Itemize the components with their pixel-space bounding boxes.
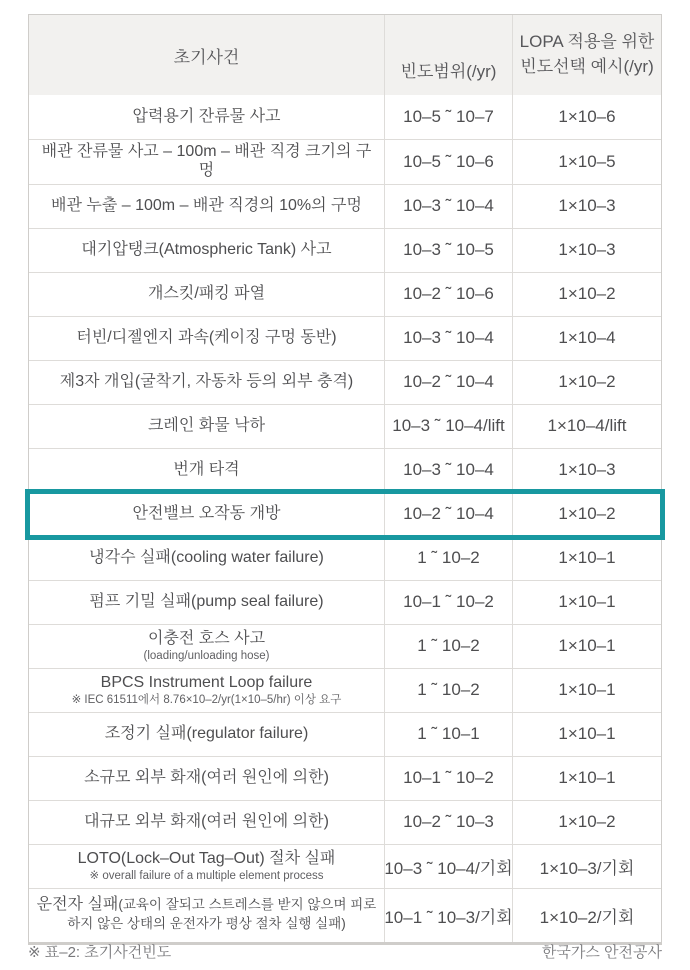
table-row: [29, 580, 661, 624]
event-label: 펌프 기밀 실패(pump seal failure): [89, 592, 324, 610]
frequency-range-cell: [385, 361, 513, 404]
lopa-example-value: 1×10–1: [558, 768, 616, 788]
lopa-example-cell: [513, 361, 661, 404]
table-row: [29, 95, 661, 139]
lopa-example-value: 1×10–3: [558, 460, 616, 480]
lopa-example-value: 1×10–4/lift: [547, 416, 627, 436]
table-body: [29, 95, 661, 942]
lopa-example-cell: [513, 537, 661, 580]
frequency-range-cell: [385, 713, 513, 756]
event-label: 배관 누출 – 100m – 배관 직경의 10%의 구멍: [51, 196, 362, 214]
lopa-example-value: 1×10–1: [558, 724, 616, 744]
lopa-example-value: 1×10–2: [558, 812, 616, 832]
column-header-frequency-range: [385, 15, 513, 95]
frequency-range-value: 1 ˜ 10–2: [417, 636, 480, 656]
column-header-lopa-example-line2: 빈도선택 예시(/yr): [520, 57, 654, 76]
frequency-range-value: 1 ˜ 10–2: [417, 680, 480, 700]
event-cell: [29, 581, 385, 624]
event-label: 크레인 화물 낙하: [147, 416, 266, 434]
event-cell: [29, 95, 385, 139]
event-cell: [29, 317, 385, 360]
frequency-range-value: 10–3 ˜ 10–4: [403, 196, 494, 216]
table-row: [29, 360, 661, 404]
event-subnote: ※ overall failure of a multiple element process: [89, 869, 324, 882]
frequency-range-value: 10–3 ˜ 10–4: [403, 328, 494, 348]
event-label: 배관 잔류물 사고 – 100m – 배관 직경 크기의 구멍: [41, 143, 372, 179]
frequency-range-value: 10–2 ˜ 10–3: [403, 812, 494, 832]
frequency-range-cell: [385, 140, 513, 184]
frequency-range-value: 10–2 ˜ 10–6: [403, 284, 494, 304]
frequency-range-cell: [385, 405, 513, 448]
initiating-event-frequency-table: [28, 14, 662, 945]
event-subnote: ※ IEC 61511에서 8.76×10–2/yr(1×10–5/hr) 이상 요구: [71, 693, 342, 706]
frequency-range-cell: [385, 581, 513, 624]
frequency-range-cell: [385, 537, 513, 580]
lopa-example-cell: [513, 95, 661, 139]
frequency-range-cell: [385, 95, 513, 139]
frequency-range-value: 10–3 ˜ 10–4: [403, 460, 494, 480]
lopa-example-value: 1×10–1: [558, 680, 616, 700]
frequency-range-value: 1 ˜ 10–1: [417, 724, 480, 744]
event-cell: [29, 537, 385, 580]
frequency-range-cell: [385, 493, 513, 536]
table-row: [29, 888, 661, 942]
event-label: 소규모 외부 화재(여러 원인에 의한): [84, 768, 329, 786]
lopa-example-cell: [513, 405, 661, 448]
column-header-frequency-range-label: 빈도범위(/yr): [400, 62, 497, 81]
lopa-example-cell: [513, 185, 661, 228]
event-label: BPCS Instrument Loop failure: [100, 673, 313, 691]
lopa-example-cell: [513, 801, 661, 844]
event-label: LOTO(Lock–Out Tag–Out) 절차 실패: [77, 849, 336, 867]
frequency-range-value: 1 ˜ 10–2: [417, 548, 480, 568]
frequency-range-value: 10–3 ˜ 10–4/lift: [392, 416, 505, 436]
event-cell: [29, 801, 385, 844]
event-label: 운전자 실패(교육이 잘되고 스트레스를 받지 않으며 피로하지 않은 상태의 운전자가 평상 절차 실행 실패): [36, 896, 377, 932]
column-header-lopa-example: [513, 15, 661, 95]
frequency-range-cell: [385, 229, 513, 272]
lopa-example-cell: [513, 713, 661, 756]
table-row: [29, 624, 661, 668]
caption-left: ※ 표–2: 초기사건빈도: [28, 944, 172, 961]
event-cell: [29, 845, 385, 888]
event-label: 냉각수 실패(cooling water failure): [89, 548, 324, 566]
lopa-example-value: 1×10–1: [558, 592, 616, 612]
event-label: 개스킷/패킹 파열: [147, 284, 266, 302]
lopa-example-value: 1×10–1: [558, 636, 616, 656]
table-row: [29, 536, 661, 580]
frequency-range-cell: [385, 449, 513, 492]
lopa-example-value: 1×10–3: [558, 240, 616, 260]
frequency-range-value: 10–1 ˜ 10–3/기회: [384, 907, 513, 927]
lopa-example-cell: [513, 581, 661, 624]
lopa-example-cell: [513, 140, 661, 184]
event-cell: [29, 713, 385, 756]
frequency-range-cell: [385, 889, 513, 942]
event-subnote: (loading/unloading hose): [143, 649, 270, 662]
table-row: [29, 492, 661, 536]
event-cell: [29, 273, 385, 316]
frequency-range-value: 10–1 ˜ 10–2: [403, 592, 494, 612]
event-cell: [29, 405, 385, 448]
lopa-example-value: 1×10–2: [558, 372, 616, 392]
lopa-example-cell: [513, 757, 661, 800]
event-label: 조정기 실패(regulator failure): [104, 724, 309, 742]
event-cell: [29, 625, 385, 668]
frequency-range-cell: [385, 273, 513, 316]
event-cell: [29, 229, 385, 272]
event-label: 이충전 호스 사고: [147, 629, 266, 647]
lopa-example-value: 1×10–5: [558, 151, 616, 171]
frequency-range-cell: [385, 317, 513, 360]
frequency-range-value: 10–2 ˜ 10–4: [403, 372, 494, 392]
lopa-example-value: 1×10–6: [558, 107, 616, 126]
lopa-example-cell: [513, 273, 661, 316]
table-row: [29, 668, 661, 712]
lopa-example-cell: [513, 229, 661, 272]
lopa-example-value: 1×10–4: [558, 328, 616, 348]
event-cell: [29, 449, 385, 492]
frequency-range-cell: [385, 185, 513, 228]
event-inline-note: (교육이 잘되고 스트레스를 받지 않으며 피로하지 않은 상태의 운전자가 평상 절차 실행 실패): [67, 897, 377, 932]
event-cell: [29, 361, 385, 404]
table-row: [29, 228, 661, 272]
table-row: [29, 139, 661, 184]
lopa-example-cell: [513, 669, 661, 712]
event-cell: [29, 185, 385, 228]
event-label: 대기압탱크(Atmospheric Tank) 사고: [81, 240, 332, 258]
table-row: [29, 800, 661, 844]
table-row: [29, 448, 661, 492]
table-header-row: [29, 15, 661, 95]
table-row: [29, 844, 661, 888]
event-cell: [29, 757, 385, 800]
lopa-example-cell: [513, 845, 661, 888]
lopa-example-cell: [513, 493, 661, 536]
frequency-range-cell: [385, 801, 513, 844]
event-label: 제3자 개입(굴착기, 자동차 등의 외부 충격): [59, 372, 354, 390]
event-label: 번개 타격: [173, 460, 240, 478]
event-cell: [29, 669, 385, 712]
frequency-range-cell: [385, 845, 513, 888]
caption-right: 한국가스 안전공사: [541, 944, 662, 961]
frequency-range-cell: [385, 625, 513, 668]
table-row: [29, 272, 661, 316]
frequency-range-value: 10–5 ˜ 10–7: [403, 107, 494, 126]
frequency-range-value: 10–2 ˜ 10–4: [403, 504, 494, 524]
frequency-range-cell: [385, 669, 513, 712]
table-row: [29, 756, 661, 800]
lopa-example-value: 1×10–3/기회: [539, 858, 635, 878]
column-header-initiating-event: [29, 15, 385, 95]
lopa-example-value: 1×10–2/기회: [539, 907, 635, 927]
table-row: [29, 404, 661, 448]
frequency-range-value: 10–3 ˜ 10–5: [403, 240, 494, 260]
event-label: 대규모 외부 화재(여러 원인에 의한): [84, 812, 329, 830]
frequency-range-value: 10–1 ˜ 10–2: [403, 768, 494, 788]
frequency-range-value: 10–3 ˜ 10–4/기회: [384, 858, 513, 878]
event-cell: [29, 493, 385, 536]
lopa-example-cell: [513, 625, 661, 668]
lopa-example-value: 1×10–2: [558, 504, 616, 524]
event-label: 터빈/디젤엔지 과속(케이징 구멍 동반): [76, 328, 337, 346]
event-label: 안전밸브 오작동 개방: [132, 504, 281, 522]
table-row: [29, 184, 661, 228]
frequency-range-cell: [385, 757, 513, 800]
lopa-example-cell: [513, 449, 661, 492]
lopa-example-value: 1×10–3: [558, 196, 616, 216]
table-row: [29, 712, 661, 756]
table-caption: [28, 941, 662, 962]
table-row: [29, 316, 661, 360]
lopa-example-cell: [513, 889, 661, 942]
column-header-initiating-event-label: 초기사건: [173, 47, 240, 67]
event-cell: [29, 140, 385, 184]
lopa-example-value: 1×10–1: [558, 548, 616, 568]
lopa-example-value: 1×10–2: [558, 284, 616, 304]
frequency-range-value: 10–5 ˜ 10–6: [403, 151, 494, 171]
event-label: 압력용기 잔류물 사고: [132, 107, 281, 125]
event-cell: [29, 889, 385, 942]
lopa-example-cell: [513, 317, 661, 360]
column-header-lopa-example-line1: LOPA 적용을 위한: [519, 32, 655, 52]
